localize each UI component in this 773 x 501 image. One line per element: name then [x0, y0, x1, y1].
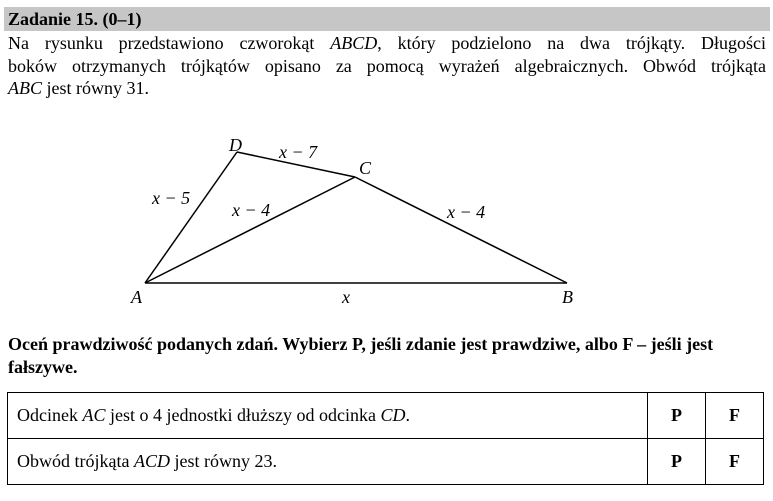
vertex-label-B: B	[562, 287, 573, 307]
instruction-text: Oceń prawdziwość podanych zdań. Wybierz P, jeśli zdanie jest prawdziwe, albo F – jeśli jest fałszywe.	[8, 334, 714, 377]
statement-text: Obwód trójkąta ACD jest równy 23.	[8, 439, 648, 485]
intro-line: Na rysunku przedstawiono czworokąt ABCD, który podzielono na dwa trójkąty. Długości	[8, 33, 767, 53]
math-symbol: AC	[82, 405, 106, 425]
option-false-button[interactable]: F	[706, 393, 764, 439]
side-label-AB: x	[342, 287, 350, 307]
task-title: Zadanie 15. (0–1)	[8, 9, 142, 29]
side-label-DC: x − 7	[279, 142, 318, 162]
side-label-CB: x − 4	[447, 202, 486, 222]
statements-table	[7, 392, 764, 485]
math-symbol: ACD	[133, 451, 170, 471]
math-symbol: ABCD	[330, 33, 378, 53]
intro-line: boków otrzymanych trójkątów opisano za pomocą wyrażeń algebraicznych. Obwód trójkąta	[8, 55, 766, 76]
side-label-AC: x − 4	[232, 200, 271, 220]
side-CB	[355, 177, 567, 283]
side-AD	[145, 152, 237, 283]
table-row	[8, 393, 764, 439]
side-label-AD: x − 5	[152, 188, 191, 208]
intro-line: ABC jest równy 31.	[8, 78, 149, 98]
option-false-button[interactable]: F	[706, 439, 764, 485]
option-true-button[interactable]: P	[648, 439, 706, 485]
math-symbol: CD	[380, 405, 406, 425]
vertex-label-A: A	[131, 287, 142, 307]
statement-text: Odcinek AC jest o 4 jednostki dłuższy od odcinka CD.	[8, 393, 648, 439]
math-symbol: ABC	[8, 78, 42, 98]
table-row	[8, 439, 764, 485]
option-true-button[interactable]: P	[648, 393, 706, 439]
vertex-label-D: D	[229, 135, 242, 155]
vertex-label-C: C	[359, 158, 372, 178]
